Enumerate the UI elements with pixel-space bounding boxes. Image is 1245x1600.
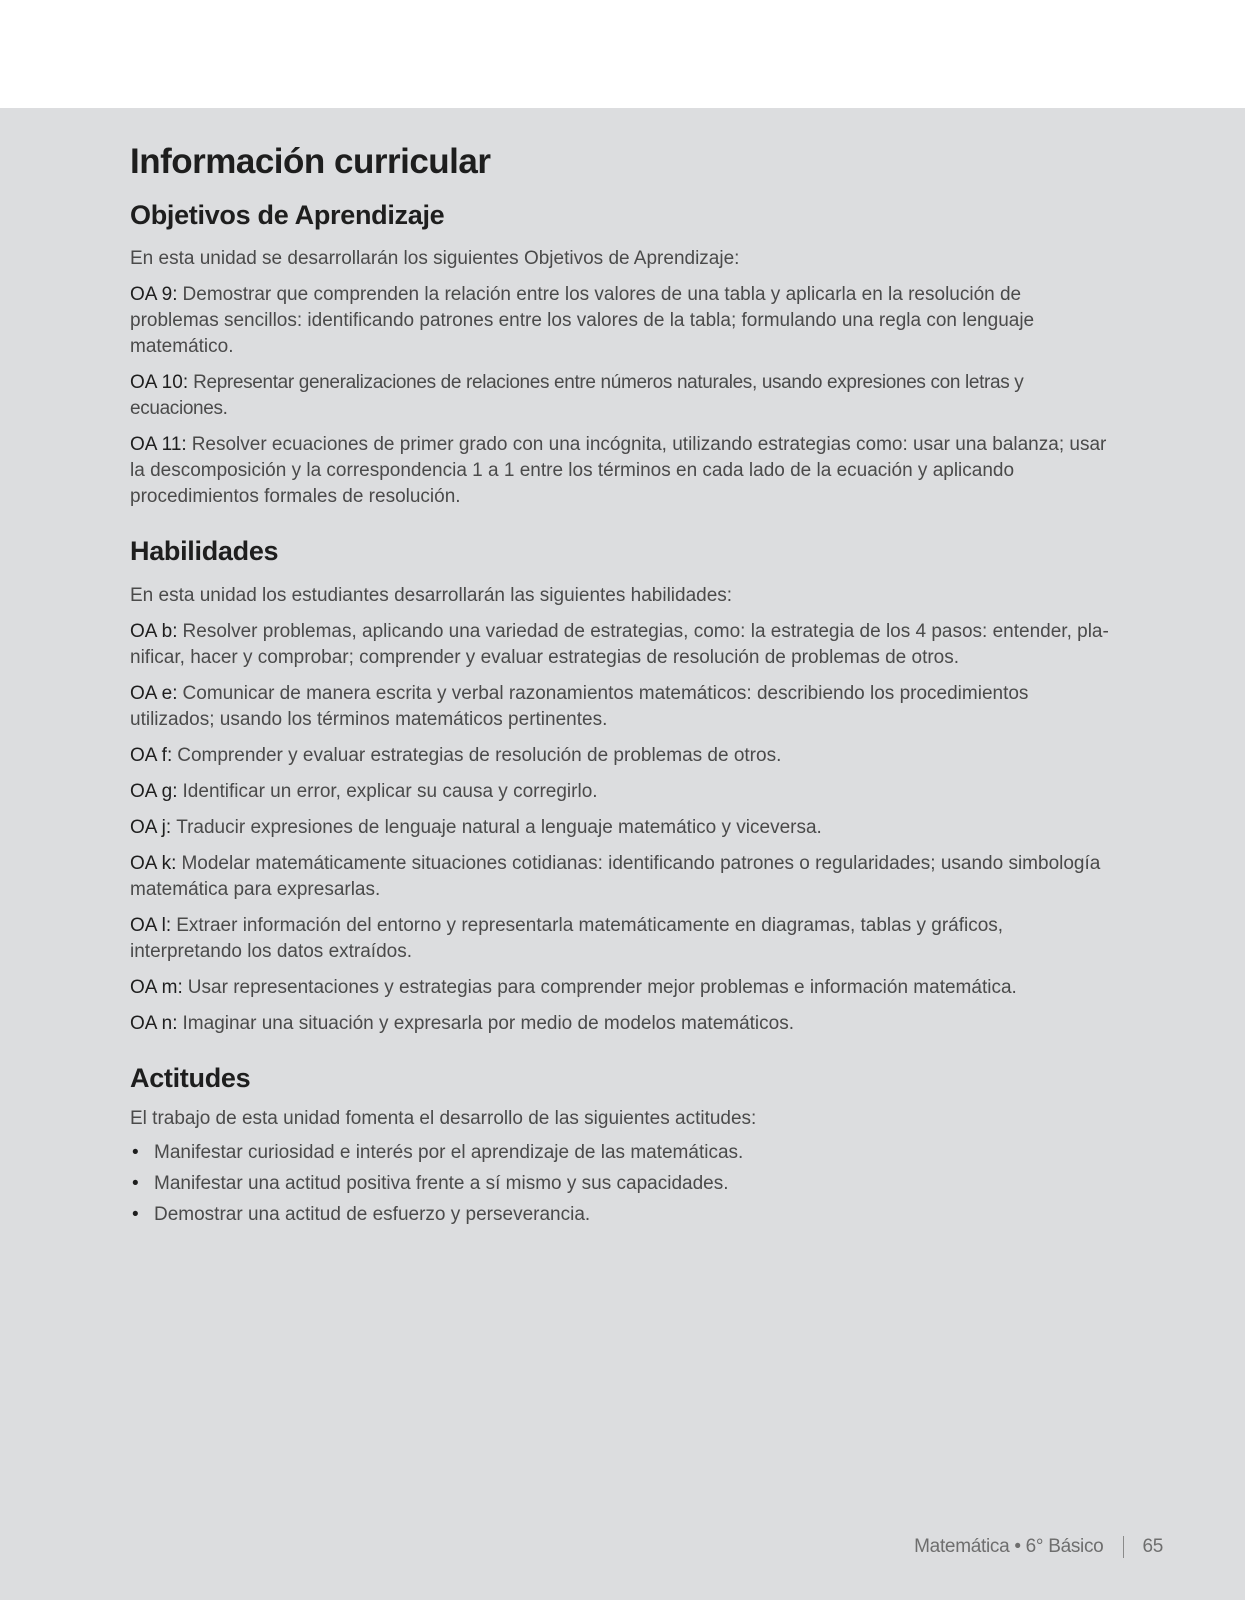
objetivos-intro: En esta unidad se desarrollarán los siguientes Objetivos de Aprendizaje: (130, 248, 740, 269)
page-title: Información curricular (130, 142, 491, 181)
objetivo-item (130, 432, 1115, 510)
objetivos-section (130, 198, 1115, 510)
actitudes-section (130, 1061, 1115, 1228)
habilidad-item (130, 815, 1115, 841)
objetivos-heading: Objetivos de Aprendizaje (130, 200, 445, 230)
habilidades-intro: En esta unidad los estudiantes desarrollarán las siguientes habilidades: (130, 585, 733, 606)
habilidad-code: OA g: (130, 781, 178, 802)
objetivo-code: OA 10: (130, 372, 189, 393)
habilidades-section (130, 534, 1115, 1037)
objetivo-text: Resolver ecuaciones de primer grado con una incógnita, utilizando estrategias como: usar una balanza; usar la descomposición y la correspondencia 1 a 1 entre los términos en cada lado de la ecuación y aplicando procedimientos formales de resolución. (130, 434, 1107, 507)
footer-divider (1123, 1536, 1124, 1558)
habilidad-code: OA l: (130, 915, 172, 936)
objetivo-text: Demostrar que comprenden la relación entre los valores de una tabla y aplicarla en la resolución de problemas sencillos: identificando patrones entre los valores de la tabla; formulando una regla con lenguaje matemático. (130, 284, 1035, 357)
page-footer (914, 1532, 1163, 1562)
habilidad-text: Resolver problemas, aplicando una variedad de estrategias, como: la estrategia de los 4 pasos: entender, pla- nificar, hacer y comprobar; comprender y evaluar estrategias de resolución de problemas de otros. (130, 621, 1109, 668)
habilidad-item (130, 913, 1115, 965)
actitud-text: Manifestar una actitud positiva frente a sí mismo y sus capacidades. (154, 1173, 729, 1194)
actitudes-heading: Actitudes (130, 1063, 251, 1093)
habilidad-text: Extraer información del entorno y representarla matemáticamente en diagramas, tablas y gráficos, interpretando los datos extraídos. (130, 915, 1004, 962)
habilidad-code: OA j: (130, 817, 172, 838)
habilidad-text: Comunicar de manera escrita y verbal razonamientos matemáticos: describiendo los procedimientos utilizados; usando los términos matemáticos pertinentes. (130, 683, 1029, 730)
objetivo-code: OA 11: (130, 434, 187, 455)
list-item (130, 1202, 1115, 1228)
habilidad-code: OA b: (130, 621, 178, 642)
list-item (130, 1140, 1115, 1166)
objetivo-text: Representar generalizaciones de relaciones entre números naturales, usando expresiones con letras y ecuaciones. (130, 372, 1024, 419)
habilidad-text: Comprender y evaluar estrategias de resolución de problemas de otros. (177, 745, 782, 766)
habilidad-text: Traducir expresiones de lenguaje natural a lenguaje matemático y viceversa. (176, 817, 822, 838)
habilidad-code: OA f: (130, 745, 173, 766)
actitud-text: Demostrar una actitud de esfuerzo y perseverancia. (154, 1204, 591, 1225)
bullet-icon: • (132, 1173, 139, 1194)
page-number: 65 (1142, 1536, 1163, 1557)
habilidad-text: Identificar un error, explicar su causa y corregirlo. (182, 781, 598, 802)
actitudes-intro: El trabajo de esta unidad fomenta el desarrollo de las siguientes actitudes: (130, 1108, 757, 1129)
habilidad-item (130, 975, 1115, 1001)
habilidad-item (130, 743, 1115, 769)
bullet-icon: • (132, 1204, 139, 1225)
objetivo-item (130, 370, 1115, 422)
habilidad-text: Imaginar una situación y expresarla por medio de modelos matemáticos. (182, 1013, 795, 1034)
habilidad-item (130, 779, 1115, 805)
habilidad-item (130, 851, 1115, 903)
habilidad-code: OA e: (130, 683, 178, 704)
habilidad-text: Usar representaciones y estrategias para comprender mejor problemas e información matemática. (187, 977, 1017, 998)
habilidad-text: Modelar matemáticamente situaciones cotidianas: identificando patrones o regularidades; usando simbología matemática para expresarlas. (130, 853, 1101, 900)
habilidades-heading: Habilidades (130, 536, 279, 566)
page-content (130, 140, 1115, 1233)
list-item (130, 1171, 1115, 1197)
actitud-text: Manifestar curiosidad e interés por el aprendizaje de las matemáticas. (154, 1142, 744, 1163)
habilidad-code: OA n: (130, 1013, 178, 1034)
objetivo-code: OA 9: (130, 284, 178, 305)
objetivo-item (130, 282, 1115, 360)
book-label: Matemática • 6° Básico (914, 1536, 1104, 1557)
habilidad-code: OA k: (130, 853, 177, 874)
bullet-icon: • (132, 1142, 139, 1163)
actitudes-list (130, 1140, 1115, 1228)
habilidad-item (130, 619, 1115, 671)
habilidad-code: OA m: (130, 977, 183, 998)
habilidad-item (130, 681, 1115, 733)
habilidad-item (130, 1011, 1115, 1037)
